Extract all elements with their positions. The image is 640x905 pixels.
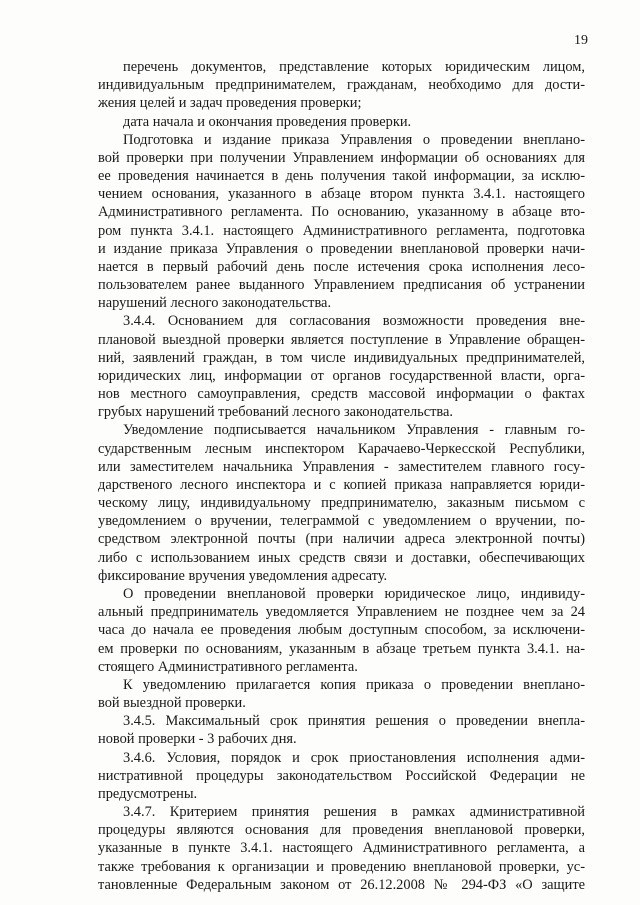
text-line: указанные в пункте 3.4.1. настоящего Административного регламента, а: [98, 840, 585, 857]
text-line: фиксирование вручения уведомления адресату.: [98, 567, 388, 584]
text-line: юридических лиц, информации от органов государственной власти, орга-: [98, 367, 585, 384]
text-line: О проведении внеплановой проверки юридическое лицо, индивиду-: [123, 585, 585, 602]
text-line: нистративной процедуры законодательством Российской Федерации не: [98, 767, 585, 784]
text-line: перечень документов, представление которых юридическим лицом,: [123, 59, 585, 75]
text-line: пользователем ранее выданного Управлением предписания об устранении: [98, 277, 585, 294]
text-line: нов местного самоуправления, средств массовой информации о фактах: [98, 386, 585, 403]
text-line: и издание приказа Управления о проведении внеплановой проверки начи-: [98, 240, 585, 257]
text-line: ческому лицу, индивидуальному предпринимателю, заказным письмом с: [98, 495, 585, 512]
text-line: Уведомление подписывается начальником Управления - главным го-: [123, 422, 585, 439]
text-line: альный предприниматель уведомляется Управлением не позднее чем за 24: [98, 604, 585, 621]
text-line: новой проверки - 3 рабочих дня.: [98, 731, 297, 748]
text-line: предусмотрены.: [98, 785, 198, 802]
text-line: К уведомлению прилагается копия приказа о проведении внеплано-: [123, 676, 585, 693]
text-line: сударственным лесным инспектором Карачаево-Черкесской Республики,: [98, 440, 585, 457]
text-line: дарственого лесного инспектора и с копией приказа направляется юриди-: [98, 476, 585, 493]
text-line: ем проверки по основаниям, указанным в абзаце третьем пункта 3.4.1. на-: [98, 640, 585, 657]
text-line: Подготовка и издание приказа Управления о проведении внеплано-: [123, 131, 585, 148]
text-line: нается в первый рабочий день после истечения срока исполнения лесо-: [98, 258, 585, 275]
text-line: процедуры являются основания для проведения внеплановой проверки,: [98, 822, 585, 839]
text-line: 3.4.7. Критерием принятия решения в рамках административной: [123, 804, 585, 821]
text-line: Административного регламента. По основанию, указанному в абзаце вто-: [98, 204, 585, 221]
text-line: индивидуальным предпринимателем, гражданам, необходимо для дости-: [98, 77, 585, 94]
page-number: 19: [574, 33, 588, 48]
text-line: 3.4.6. Условия, порядок и срок приостановления исполнения адми-: [123, 749, 585, 766]
text-line: грубых нарушений требований лесного законодательства.: [98, 404, 453, 421]
text-line: уведомлением о вручении, телеграммой с уведомлением о вручении, по-: [98, 513, 585, 530]
text-line: 3.4.5. Максимальный срок принятия решения о проведении внепла-: [123, 713, 585, 730]
text-line: также требования к организации и проведению внеплановой проверки, ус-: [98, 858, 585, 875]
document-body: [98, 58, 585, 894]
text-line: вой проверки при получении Управлением информации об основаниях для: [98, 149, 585, 166]
text-line: или заместителем начальника Управления - заместителем главного госу-: [98, 458, 585, 475]
text-line: вой выездной проверки.: [98, 695, 246, 712]
text-line: 3.4.4. Основанием для согласования возможности проведения вне-: [123, 313, 585, 330]
text-line: часа до начала ее проведения любым доступным способом, за исключени-: [98, 622, 585, 639]
text-line: нарушений лесного законодательства.: [98, 295, 332, 312]
text-line: чением основания, указанного в абзаце втором пункта 3.4.1. настоящего: [98, 186, 585, 203]
text-line: средством электронной почты (при наличии адреса электронной почты): [98, 531, 585, 548]
text-line: ром пункта 3.4.1. настоящего Административного регламента, подготовка: [98, 222, 585, 239]
text-line: тановленные Федеральным законом от 26.12.2008 № 294-ФЗ «О защите: [98, 876, 585, 893]
text-line: ний, заявлений граждан, в том числе индивидуальных предпринимателей,: [98, 349, 585, 366]
text-line: стоящего Административного регламента.: [98, 658, 358, 675]
text-line: плановой выездной проверки является поступление в Управление обращен-: [98, 331, 585, 348]
text-line: дата начала и окончания проведения проверки.: [123, 113, 412, 130]
text-line: жения целей и задач проведения проверки;: [98, 95, 362, 112]
text-line: либо с использованием иных средств связи и доставки, обеспечивающих: [98, 549, 585, 566]
text-line: ее проведения начинается в день получения такой информации, за исклю-: [98, 168, 585, 185]
